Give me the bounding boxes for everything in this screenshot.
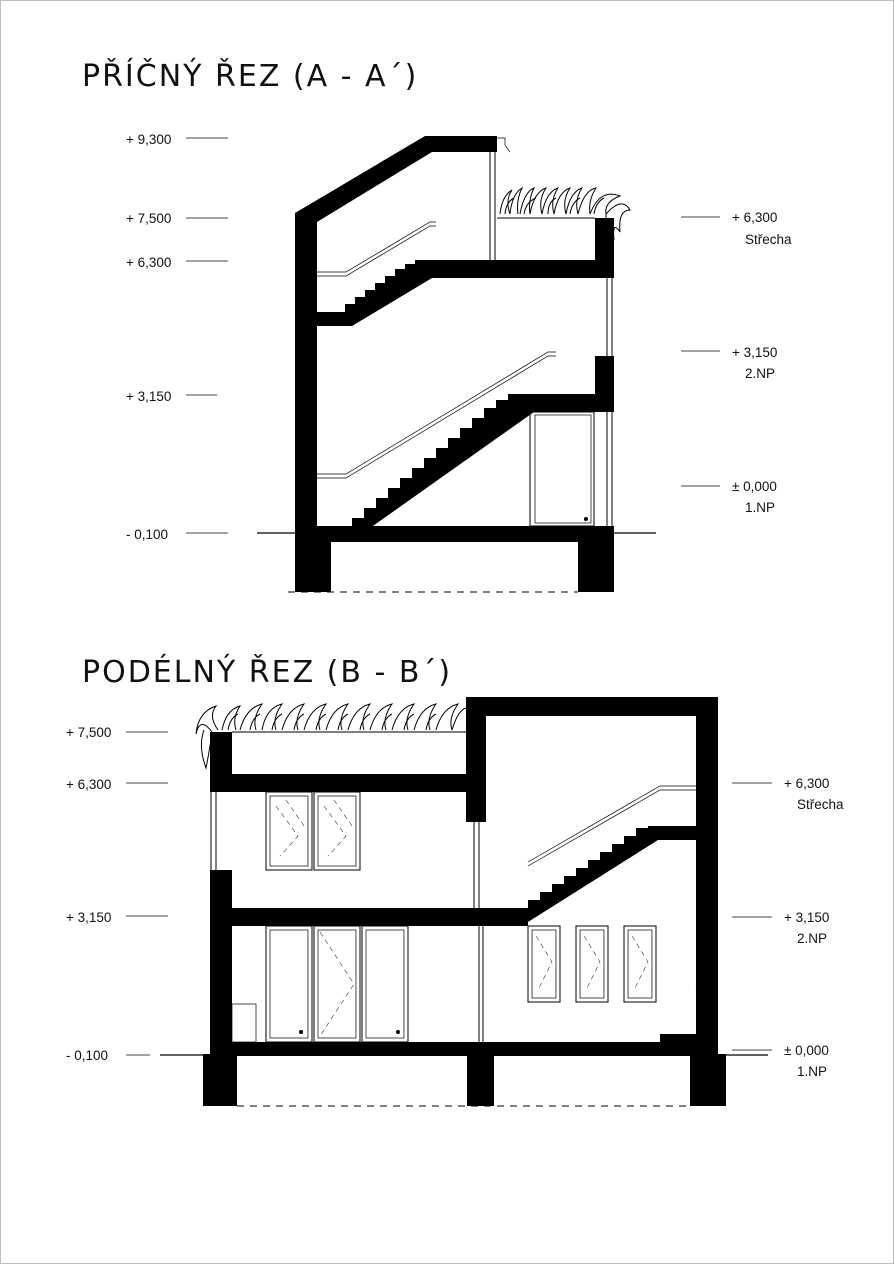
level-label: + 3,150 bbox=[126, 389, 172, 404]
door-leaf bbox=[318, 930, 356, 1038]
level-label: ± 0,000 bbox=[784, 1043, 829, 1058]
left-wall bbox=[210, 870, 232, 1055]
level-label: + 7,500 bbox=[66, 725, 112, 740]
level-name: Střecha bbox=[745, 232, 792, 247]
level-label: - 0,100 bbox=[66, 1048, 109, 1063]
sheet-border bbox=[1, 1, 894, 1264]
window bbox=[624, 926, 656, 1002]
door-leaf bbox=[366, 930, 404, 1038]
section-a-left-levels bbox=[126, 132, 228, 542]
section-b-right-levels bbox=[732, 776, 844, 1079]
level-label: + 6,300 bbox=[126, 255, 172, 270]
staircase-steps bbox=[528, 826, 660, 908]
door-leaf bbox=[270, 930, 308, 1038]
window bbox=[314, 792, 360, 870]
step-block bbox=[660, 1034, 696, 1044]
door-handle bbox=[584, 517, 588, 521]
level-label: + 6,300 bbox=[784, 776, 830, 791]
section-a-a bbox=[82, 57, 792, 592]
stair-flight bbox=[528, 826, 696, 922]
roof-slab-and-left-wall bbox=[295, 136, 497, 540]
window bbox=[266, 792, 312, 870]
level-label: + 9,300 bbox=[126, 132, 172, 147]
tall-block-windows bbox=[528, 926, 656, 1002]
section-a-right-levels bbox=[681, 210, 792, 515]
foundation-right bbox=[690, 1054, 726, 1106]
niche bbox=[232, 1004, 256, 1042]
window bbox=[528, 926, 560, 1002]
door-handle bbox=[299, 1030, 303, 1034]
window-frame bbox=[318, 796, 356, 866]
window-frame bbox=[270, 796, 308, 866]
section-a-building bbox=[257, 136, 656, 592]
door bbox=[530, 412, 594, 526]
section-a-title: PŘÍČNÝ ŘEZ (A - A´) bbox=[82, 59, 419, 94]
section-b-left-levels bbox=[66, 725, 168, 1063]
door-handle bbox=[396, 1030, 400, 1034]
level-name: 1.NP bbox=[797, 1064, 828, 1079]
foundation-left bbox=[295, 540, 331, 592]
window-frame bbox=[628, 930, 652, 998]
level-name: 1.NP bbox=[745, 500, 776, 515]
level-label: - 0,100 bbox=[126, 527, 169, 542]
lower-staircase bbox=[352, 394, 556, 528]
level-label: + 3,150 bbox=[66, 910, 112, 925]
foundation-left bbox=[203, 1054, 237, 1106]
level-label: + 3,150 bbox=[784, 910, 830, 925]
ground-floor-slab bbox=[210, 1042, 718, 1056]
level-label: + 6,300 bbox=[732, 210, 778, 225]
door bbox=[314, 926, 360, 1042]
window bbox=[576, 926, 608, 1002]
foundation-middle bbox=[467, 1054, 494, 1106]
level-label: + 6,300 bbox=[66, 777, 112, 792]
window-frame bbox=[580, 930, 604, 998]
level-name: Střecha bbox=[797, 797, 844, 812]
ground-floor-slab bbox=[295, 526, 614, 542]
green-roof-plants bbox=[196, 704, 466, 768]
section-b-building bbox=[160, 697, 768, 1106]
floor-slab-2np bbox=[317, 260, 614, 326]
section-b-b bbox=[66, 654, 844, 1106]
roof-slab-low bbox=[210, 774, 486, 792]
upper-windows bbox=[266, 792, 360, 870]
green-roof-plants bbox=[500, 188, 630, 240]
foundation-right bbox=[578, 540, 614, 592]
window-frame bbox=[532, 930, 556, 998]
ground-floor-doors bbox=[266, 926, 408, 1042]
landing-slab bbox=[556, 394, 614, 412]
floor-slab-2np bbox=[232, 908, 528, 926]
level-name: 2.NP bbox=[797, 931, 828, 946]
level-name: 2.NP bbox=[745, 366, 776, 381]
door bbox=[362, 926, 408, 1042]
level-label: + 7,500 bbox=[126, 211, 172, 226]
level-label: + 3,150 bbox=[732, 345, 778, 360]
door-leaf bbox=[535, 415, 591, 523]
door bbox=[266, 926, 312, 1042]
section-b-title: PODÉLNÝ ŘEZ (B - B´) bbox=[82, 655, 453, 690]
level-label: ± 0,000 bbox=[732, 479, 777, 494]
